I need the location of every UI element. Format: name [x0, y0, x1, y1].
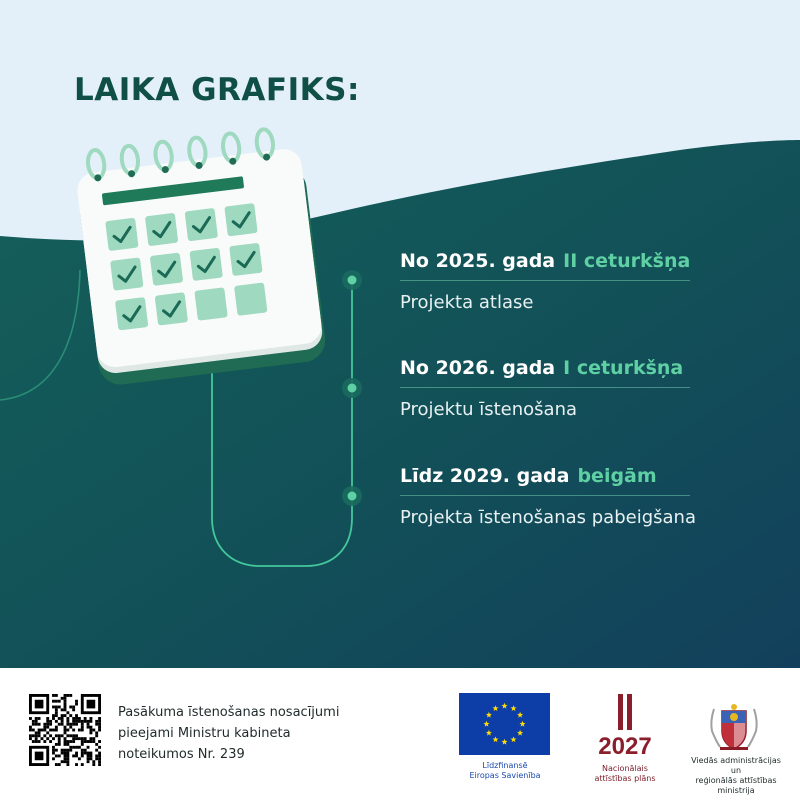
qr-code[interactable] — [29, 694, 101, 766]
timeline-item-text: Projekta atlase — [400, 292, 534, 313]
timeline-item-highlight: beigām — [577, 465, 657, 487]
timeline-item-2 — [400, 355, 700, 420]
eu-caption-line: Eiropas Savienība — [469, 771, 541, 780]
checked-day-cell — [189, 248, 222, 281]
timeline-item-text: Projekta īstenošanas pabeigšana — [400, 507, 696, 528]
eu-logo-caption — [450, 761, 560, 781]
timeline-item-1 — [400, 248, 700, 313]
nap-number: 2027 — [598, 733, 652, 760]
timeline-dot-3 — [342, 486, 362, 506]
checked-day-cell — [115, 297, 148, 330]
footer-note-line: pieejami Ministru kabineta — [118, 726, 291, 741]
nap-caption-line: attīstības plāns — [594, 774, 656, 783]
checked-day-cell — [145, 213, 178, 246]
checked-day-cell — [229, 243, 262, 276]
checked-day-cell — [105, 218, 138, 251]
coat-of-arms-icon — [706, 701, 762, 753]
nap-2027-logo — [590, 690, 660, 760]
ministry-caption-line: Viedās administrācijas un — [691, 756, 781, 775]
footer-note-line: noteikumos Nr. 239 — [118, 747, 245, 762]
timeline-item-prefix: No 2026. gada — [400, 357, 556, 379]
ministry-caption-line: ministrija — [717, 786, 755, 795]
timeline-item-3 — [400, 463, 700, 528]
timeline-item-prefix: No 2025. gada — [400, 250, 556, 272]
divider — [400, 280, 690, 281]
checked-day-cell — [185, 208, 218, 241]
timeline-item-prefix: Līdz 2029. gada — [400, 465, 570, 487]
empty-day-cell — [194, 287, 227, 320]
empty-day-cell — [234, 282, 267, 315]
checked-day-cell — [110, 257, 143, 290]
nap-caption-line: Nacionālais — [602, 764, 648, 773]
ministry-caption-line: reģionālās attīstības — [695, 776, 777, 785]
nap-logo-caption — [585, 764, 665, 784]
timeline-dot-1 — [342, 270, 362, 290]
divider — [400, 495, 690, 496]
timeline-item-highlight: I ceturkšņa — [563, 357, 684, 379]
footer-note — [118, 702, 378, 765]
footer-note-line: Pasākuma īstenošanas nosacījumi — [118, 705, 340, 720]
page-title: LAIKA GRAFIKS: — [74, 72, 360, 108]
timeline-item-text: Projektu īstenošana — [400, 399, 578, 420]
checked-day-cell — [155, 292, 188, 325]
ministry-logo-caption — [688, 756, 784, 796]
timeline-dot-2 — [342, 378, 362, 398]
timeline-item-highlight: II ceturkšņa — [563, 250, 691, 272]
checked-day-cell — [224, 203, 257, 236]
eu-caption-line: Līdzfinansē — [482, 761, 528, 770]
divider — [400, 387, 690, 388]
eu-flag-logo — [459, 693, 550, 755]
checked-day-cell — [150, 252, 183, 285]
